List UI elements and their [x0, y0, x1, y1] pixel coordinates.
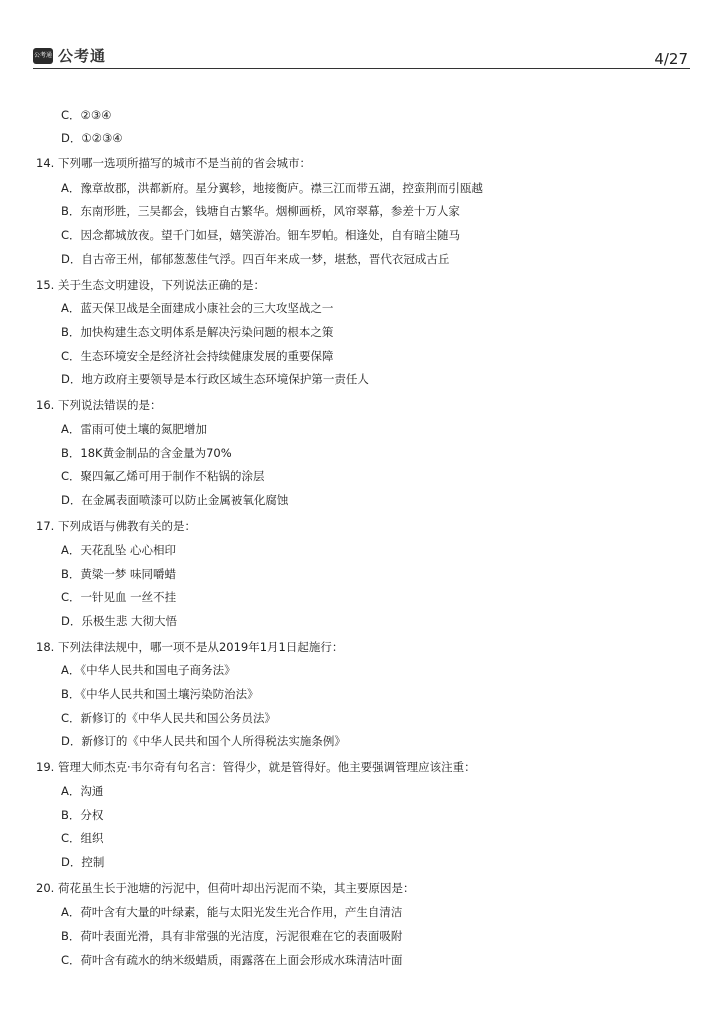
answer-option: A．雷雨可使土壤的氮肥增加 — [61, 422, 207, 436]
answer-option: B．加快构建生态文明体系是解决污染问题的根本之策 — [61, 325, 334, 339]
answer-option: D．新修订的《中华人民共和国个人所得税法实施条例》 — [61, 734, 346, 748]
answer-option: D．①②③④ — [61, 131, 123, 145]
answer-option: C．生态环境安全是经济社会持续健康发展的重要保障 — [61, 349, 334, 363]
question-stem: 17. 下列成语与佛教有关的是： — [36, 519, 196, 533]
answer-option: B．荷叶表面光滑，具有非常强的光洁度，污泥很难在它的表面吸附 — [61, 929, 403, 943]
answer-option: C．因念都城放夜。望千门如昼，嬉笑游冶。钿车罗帕。相逢处，自有暗尘随马 — [61, 228, 461, 242]
answer-option: A．沟通 — [61, 784, 104, 798]
question-stem: 14. 下列哪一选项所描写的城市不是当前的省会城市： — [36, 156, 311, 170]
answer-option: C．荷叶含有疏水的纳米级蜡质，雨露落在上面会形成水珠清洁叶面 — [61, 953, 403, 967]
question-stem: 19. 管理大师杰克·韦尔奇有句名言：管得少，就是管得好。他主要强调管理应该注重： — [36, 760, 476, 774]
question-stem: 15. 关于生态文明建设，下列说法正确的是： — [36, 278, 265, 292]
answer-option: C．组织 — [61, 831, 104, 845]
logo-icon: 公考通 — [33, 48, 53, 64]
question-stem: 20. 荷花虽生长于池塘的污泥中，但荷叶却出污泥而不染，其主要原因是： — [36, 881, 415, 895]
page-number: 4/27 — [654, 50, 688, 68]
question-stem: 18. 下列法律法规中，哪一项不是从2019年1月1日起施行： — [36, 640, 344, 654]
answer-option: D．控制 — [61, 855, 105, 869]
answer-option: C．聚四氟乙烯可用于制作不粘锅的涂层 — [61, 469, 265, 483]
answer-option: A．《中华人民共和国电子商务法》 — [61, 663, 236, 677]
answer-option: A．荷叶含有大量的叶绿素，能与太阳光发生光合作用，产生自清洁 — [61, 905, 403, 919]
logo-text: 公考通 — [58, 47, 107, 65]
answer-option: A．豫章故郡，洪都新府。星分翼轸，地接衡庐。襟三江而带五湖，控蛮荆而引瓯越 — [61, 181, 483, 195]
answer-option: A．蓝天保卫战是全面建成小康社会的三大攻坚战之一 — [61, 301, 334, 315]
question-stem: 16. 下列说法错误的是： — [36, 398, 162, 412]
answer-option: C．②③④ — [61, 108, 112, 122]
answer-option: D．在金属表面喷漆可以防止金属被氧化腐蚀 — [61, 493, 289, 507]
answer-option: B．《中华人民共和国土壤污染防治法》 — [61, 687, 259, 701]
answer-option: B．东南形胜，三吴都会，钱塘自古繁华。烟柳画桥，风帘翠幕，参差十万人家 — [61, 204, 460, 218]
answer-option: B．18K黄金制品的含金量为70% — [61, 446, 232, 460]
answer-option: C．新修订的《中华人民共和国公务员法》 — [61, 711, 277, 725]
answer-option: D．地方政府主要领导是本行政区域生态环境保护第一责任人 — [61, 372, 369, 386]
answer-option: D．自古帝王州，郁郁葱葱佳气浮。四百年来成一梦，堪愁，晋代衣冠成古丘 — [61, 252, 450, 266]
answer-option: C．一针见血 一丝不挂 — [61, 590, 177, 604]
answer-option: A．天花乱坠 心心相印 — [61, 543, 177, 557]
answer-option: B．分权 — [61, 808, 104, 822]
answer-option: B．黄粱一梦 味同嚼蜡 — [61, 567, 177, 581]
answer-option: D．乐极生悲 大彻大悟 — [61, 614, 178, 628]
